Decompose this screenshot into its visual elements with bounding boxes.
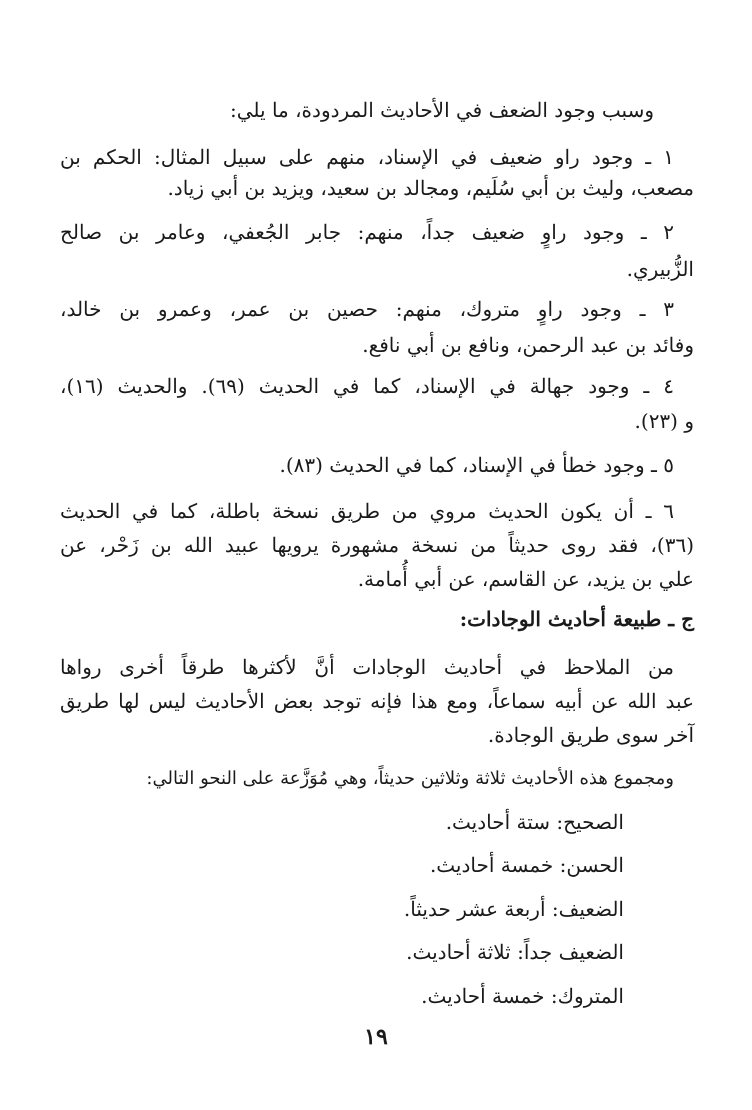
item-6-line-1: ٦ ـ أن يكون الحديث مروي من طريق نسخة باطلة، كما في الحديث — [60, 499, 674, 523]
section-heading: ج ـ طبيعة أحاديث الوجادات: — [459, 607, 694, 631]
distribution-item-matruk: المتروك: خمسة أحاديث. — [421, 984, 624, 1008]
section-paragraph-line-2: عبد الله عن أبيه سماعاً، ومع هذا فإنه توجد بعض الأحاديث ليس لها طريق — [60, 689, 694, 713]
item-1-line-1: ١ ـ وجود راو ضعيف في الإسناد، منهم على سبيل المثال: الحكم بن — [60, 145, 674, 169]
section-paragraph-line-1: من الملاحظ في أحاديث الوجادات أنَّ لأكثرها طرقاً أخرى رواها — [60, 655, 674, 679]
page-number: ١٩ — [364, 1024, 388, 1050]
intro-line: وسبب وجود الضعف في الأحاديث المردودة، ما يلي: — [229, 98, 654, 122]
item-2-line-1: ٢ ـ وجود راوٍ ضعيف جداً، منهم: جابر الجُعفي، وعامر بن صالح — [60, 220, 674, 244]
distribution-item-daif: الضعيف: أربعة عشر حديثاً. — [403, 897, 624, 921]
item-5-line-1: ٥ ـ وجود خطأ في الإسناد، كما في الحديث (٨٣). — [279, 453, 674, 477]
distribution-item-hasan: الحسن: خمسة أحاديث. — [429, 853, 624, 877]
distribution-item-sahih: الصحيح: ستة أحاديث. — [445, 810, 624, 834]
distribution-intro: ومجموع هذه الأحاديث ثلاثة وثلاثين حديثاً، وهي مُوَزَّعة على النحو التالي: — [146, 768, 674, 789]
distribution-item-daif-jiddan: الضعيف جداً: ثلاثة أحاديث. — [406, 940, 624, 964]
document-page — [60, 0, 694, 1110]
item-3-line-2: وفائد بن عبد الرحمن، ونافع بن أبي نافع. — [362, 333, 694, 357]
item-6-line-2: (٣٦)، فقد روى حديثاً من نسخة مشهورة يرويها عبيد الله بن زَحْر، عن — [60, 533, 694, 557]
item-1-line-2: مصعب، وليث بن أبي سُلَيم، ومجالد بن سعيد، ويزيد بن أبي زياد. — [167, 176, 694, 200]
item-3-line-1: ٣ ـ وجود راوٍ متروك، منهم: حصين بن عمر، وعمرو بن خالد، — [60, 297, 674, 321]
item-4-line-2: و (٢٣). — [634, 409, 694, 433]
section-paragraph-line-3: آخر سوى طريق الوجادة. — [487, 723, 694, 747]
item-6-line-3: علي بن يزيد، عن القاسم، عن أبي أُمامة. — [357, 567, 694, 591]
item-2-line-2: الزُّبيري. — [626, 257, 694, 281]
item-4-line-1: ٤ ـ وجود جهالة في الإسناد، كما في الحديث (٦٩). والحديث (١٦)، — [60, 374, 674, 398]
